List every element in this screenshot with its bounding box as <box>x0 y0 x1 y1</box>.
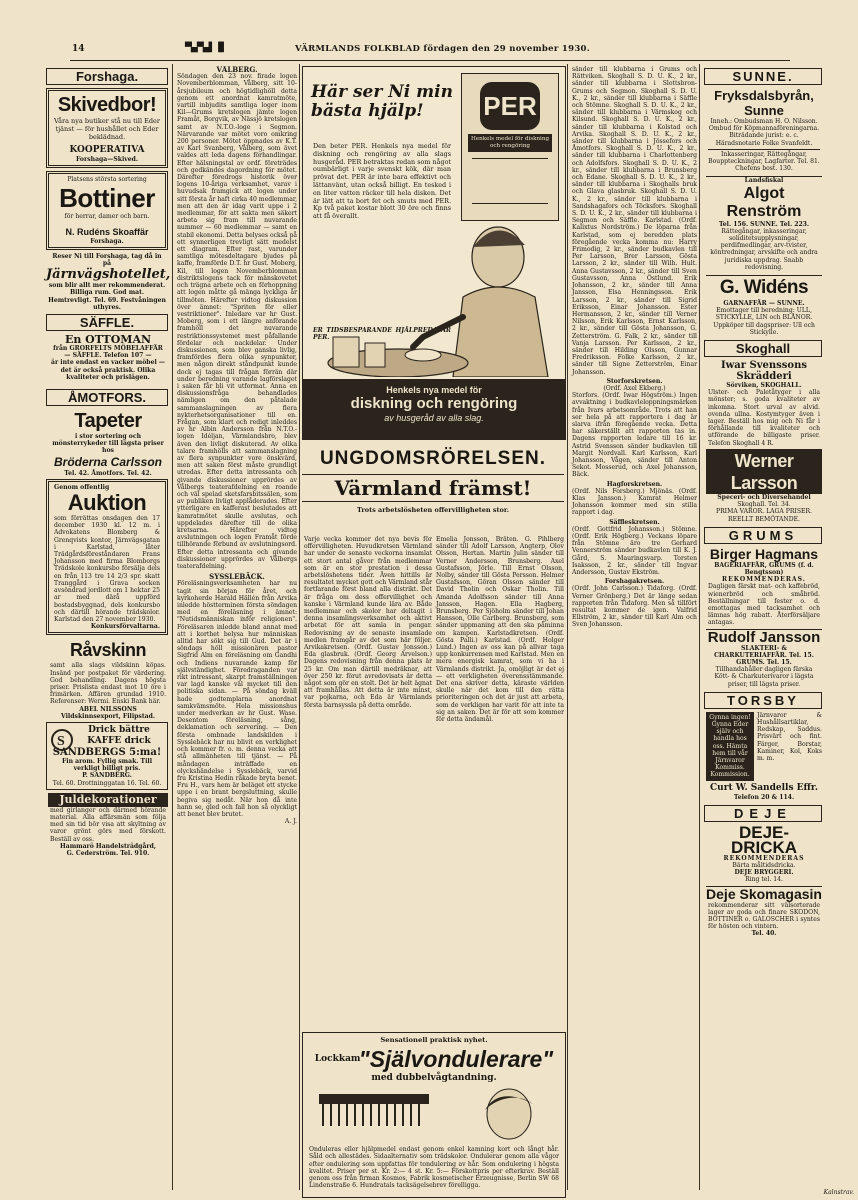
ad-headline: Auktion <box>67 490 147 516</box>
ad-headline: Birger Hagmans <box>709 545 819 562</box>
ads-column-right <box>702 66 826 1196</box>
ad-headline: Algot Renström <box>726 184 802 220</box>
ad-text: Emottager till beredning: ULL, STICKYLLE, LIN och BLÅNOR. Uppköper till dagspriser: Ull och Stickylle. <box>713 307 815 336</box>
ad-headline: Deje Skomagasin <box>706 885 822 902</box>
page-number: 14 <box>72 44 85 54</box>
ad-deje-dricka <box>706 822 822 884</box>
article-body: Storfors. (Ordf. Iwar Högström.) Ingen avvaktning i budkavleloppningsmärken från Ivars arbetsområde. Trots att han ser hela på att rapportera i dag är slarva ifrån föregående vecka. Detta har säkerställt att rapporten tas in. Dagens rapporten ledare till 16 kr. Astrid Svensson sänder budkavlen till Margit Nordvall. Karl Karlsson, Karl Johansson, Vågen, sänder till Anton Sekot. Mosserud, och Axel Johansson, Bäck. <box>572 392 697 479</box>
per-ad-footer <box>303 379 565 439</box>
ad-per <box>302 66 566 440</box>
ad-subline: Forshaga. <box>90 237 124 245</box>
ad-subline: Speceri- och Diversehandel <box>717 493 811 501</box>
ad-phone: Tel. 156. SUNNE. Tel. 223. <box>718 220 810 228</box>
footer-top: Henkels nya medel för <box>386 385 482 395</box>
ad-subline: GARNAFFÄR — SUNNE. <box>723 300 805 308</box>
article-heading: VÅLBERG. <box>216 66 258 74</box>
ad-signature: P. SANDBERG. <box>82 772 132 780</box>
ad-headline: Skivedbor! <box>57 94 157 116</box>
ad-text: är inte endast en vacker möbel — det är också praktisk. Olika kvaliteter och prislägen. <box>51 359 165 381</box>
ad-text: som blir allt mer rekommenderat. Billiga rum. God mat. Hemtrevligt. Tel. 69. Festvåningen uthyres. <box>48 282 166 311</box>
ad-juldekorationer <box>48 793 168 857</box>
section-sunne <box>704 68 822 85</box>
ad-pretext: Genom offentlig <box>54 483 110 491</box>
ad-curt-sandell <box>706 712 822 781</box>
article-kicker: UNGDOMSRÖRELSEN. <box>319 448 547 469</box>
ad-text: Bärta måltidsdricka. <box>732 861 796 869</box>
footer-big: diskning och rengöring <box>350 395 518 412</box>
article-header <box>302 448 564 514</box>
article-subheading: (Ordf. Axel Ekberg.) <box>603 384 666 392</box>
article-signature: A. J. <box>284 818 297 826</box>
ad-headline: Iwar Svenssons Skrädderi <box>720 360 807 383</box>
ad-brand: SANDBERGS 5:ma! <box>52 746 162 758</box>
ad-widens <box>706 275 822 336</box>
ad-brand: N. Rudéns Skoaffär <box>65 226 149 237</box>
ad-pretext: Platsens största sortering <box>67 176 147 184</box>
section-amotfors <box>46 389 168 406</box>
ad-text: rekommenderar sitt välsorterade lager av goda och finare SKODON, BOTTINER o. GALOSCHER i syntes för hösten och vintern. <box>708 901 820 931</box>
ad-headline: Rudolf Jansson <box>707 628 821 646</box>
ad-text: Fin arom. Fyllig smak. Till verkligt billigt pris. <box>61 757 153 773</box>
article-body <box>304 536 564 1026</box>
ad-slogan: ER TIDSBESPARANDE HJÄLPREDA ÄR PER. <box>313 327 451 342</box>
ad-text: som förrättas onsdagen den 17 december 1930 kl. 12 m. i Advokatens Blomberg & Grenqvists kontor, Järnvägsgatan i Karlstad, låter Trädgårdsföreståndaren Frans Johansson med firma Blomborgs Trädskole konkursbo försälja dels en från 113 tre 14 2/3 spr. skatt Tranggård i Grava socken avsöndrad jordlott om 1 hektar 25 ar med därå uppförd bostadsbyggnad, dels konkursbo och därtill hörande trädskolor. Karlstad den 27 november 1930. <box>54 515 161 623</box>
ad-subline: G. Cederström. Tel. 910. <box>66 849 150 857</box>
ad-title-row <box>303 1046 565 1073</box>
section-forshaga <box>46 68 168 85</box>
article-column-left: Varje vecka kommer det nya bevis för offervilligheten. Huvudkretsen Värmland har under de senaste veckorna insamlat ett stort antal gåvor från medlemmar som är en stor prestation i dessa arbetslöshetens tider. Även hittills är resultatet mycket gott och Värmland står fortfarande först bland alla distrikt. Det är fråga om dess offervillighet och kanske i Värmland kunde lära av. Både medlemmar och skolor har deltagit i denna insamlingsverksamhet och aktivt arbetat för att samla in pengar. Redovisning av de senaste insamlade medlen framgår av det som här följer. Arvikakretsen. (Ordf. Gustav Jonsson.) Eda glasbruk. (Ordf. Georg Arvelson.) Dagens redovisning från denna plats är 25 kr. Om man därtill medräknar, att över 250 kr. förut avredovisats är detta något som gör en stolt. Det är helt ägnat att framhållas. Att detta är inte minst, var pojkarna, och Eda är Värmlands första barnsyssla på detta område. <box>304 536 432 709</box>
section-title: ÅMOTFORS. <box>68 390 146 406</box>
ad-subline: Sörviken, SKOGHALL. <box>726 382 802 390</box>
ad-subline: Tel. 42. Åmotfors. Tel. 42. <box>64 469 152 477</box>
ad-text: Inkasseringar, Rättegångar, Bouppteckningar, Lagfarter. Tel. 81. Chefens bost. 130. <box>708 150 820 173</box>
section-deje <box>704 805 822 822</box>
ad-werner-larsson <box>706 449 822 523</box>
ad-phone: Telefon 20 & 114. <box>733 793 795 801</box>
article-heading: Storforskretsen. <box>606 377 663 385</box>
ad-headline: Juldekorationer <box>48 793 168 807</box>
ad-text: Ulster- och Paletåtyger i alla mönster; s. goda kvaliteter av inkomna. Stort urval av alvid. ovenda ullna. Kostymtyger även i lager. Beställ hos mig och Ni får i förhållande till kvaliteter och utförande de billigaste priser. Telefon Skoghall 4 R. <box>708 389 820 447</box>
ad-phone: Skoghall. Tel. 34. <box>737 501 791 509</box>
section-skoghall <box>704 340 822 357</box>
ad-subline: Tel. 60. Drottninggatan 16. Tel. 60. <box>52 779 162 787</box>
ad-headline: DEJE-DRICKA <box>730 822 798 857</box>
product-label: Henkels medel för diskning och rengöring <box>468 134 552 152</box>
ad-birger-hagman <box>706 547 822 627</box>
ad-headline: "Självondulerare" <box>358 1046 554 1073</box>
ad-pretext: Sensationell praktisk nyhet. <box>380 1036 488 1044</box>
ad-algot-renstrom <box>706 176 822 271</box>
ad-text: i stor sortering och mönsterrykeder till lägsta priser hos <box>52 433 164 455</box>
article-body: (Ordf. Gottfrid Johansson.) Stömne. (Ordf. Erik Högberg.) Veckans löpare från Stömne äro tre Gerhard Vennerström sänder budkavlen till K. J. Gård, S. Mauringsvarp. Torsten Isaksson, 2 kr., sänder till Ingvar Andersson, Gustav Ekström. <box>572 525 697 577</box>
footer-sub: av husgeråd av alla slag. <box>384 413 484 423</box>
svg-text:S: S <box>57 733 65 749</box>
per-logo: PER <box>480 82 540 130</box>
article-column-right: Emelia Jonsson, Bräten. G. Pihlberg sänder till Adolf Larsson, Angterp, Olov Olsson, Hertan. Martin Julin sänder till Verner Andersson, Brunsberg. Axel Gustafsson, Jörle. Till Ernst Olsson, Nolby, sänder till Gösta Persson. Helmer Gustafsson, Göran Olsson sänder till David Tholin och Oskar Tholin. Till Amanda Adolfsson sänder till Anna Jansson, Hagen. Ella Hagberg, Brunsberg. Per Sjöholm sänder till Johan Hansson, Olle Carlberg. Brunsberg, som sänder uppmaning att den ska påminna om kampen. Karlstadkretsen. (Ordf. Gösta Palli.) Karlstad. (Ordf. Holger Lund.) Ingen av oss kan på allvar taga upp konkurrensen med Karlstad. Men en mera energisk kamrat, som vi ha i Värmlands distrikt. Ja, omöjligt är det ej — ett verkligheten överensstämmande. Det ena skriver detta, käraste världen skulle när det kom till den rätta prioriteringen och det är just att arbeta, som de verkligen har varit för att inte ta sig an saken. Det är för att som kommer för detta ändamål. <box>436 536 564 724</box>
column-rule <box>699 64 700 1190</box>
news-column-2 <box>175 66 299 1196</box>
column-rule <box>172 64 173 1190</box>
ad-fryksdalsbyran <box>706 88 822 172</box>
ad-headline: G. Widéns <box>719 277 809 299</box>
corner-stamp: Kalnstrav. <box>823 1189 854 1196</box>
ad-brand: DEJE BRYGGERI. <box>734 869 794 877</box>
ad-text: Onduleras eller hjälpmedel endast genom enkel kamning kort och långt hår. Såld och allestädes. Sidaalternativ som trädskolor. Ondulerar genom alla vågor efter ondulering som uppfattas för tondulering av hår. Som ondulering i högsta kvalitet. Priser per st. Kr. 2:— 4 st. Kr. 5:— Förskottpris per efterkrav. Beställ genom oss från firman Kosmos, Fabrik kosmetischer Erzeugnisse, Berlin SW 68 Lindenstraße 6. Hundratals tacksägelsebrev förelligga. <box>309 1146 559 1190</box>
ad-lockkam <box>302 1032 566 1198</box>
article-heading: Hagforskretsen. <box>606 480 663 488</box>
ad-rudolf-jansson <box>706 629 822 688</box>
ad-subline: Forshaga—Skived. <box>75 156 139 163</box>
article-body: Söndagen den 23 nov. firade logen Novemberblomman, Vålberg, sitt 10-årsjubileum och högtidlighöll detta genom ett anordnat kamratmöte, vartill inbjudits samtliga loger inom Kil—Grums kretslogen jämte logen Framåt, Borgvik, av Nässjö kretslogen samt av N.T.O.-loge i Segmon. Närvarande var mötet voro omkring 200 personer. Mötet öppnades av K.T. av Karl Svanberg, Vålberg, som ävet valdes att leda dagens förhandlingar. Efter hälsningstal av ordf. företrädes och gedkändes dagordning för mötet. Därefter föredrogs historik över logens 10-åriga verksamhet, varav i huvudsak framgick att logen under sitt första år haft cirka 40 medlemmar, men att den är idag varit uppe i 2 medlemmar, för att sakta men säkert arbeta sig fram till nuvarande nummer — 60 medlemmar — samt en stabil ekonomi. Detta belyses också på ett synnerligen trevligt sätt medelst ett diagram. Efter rast, varunder samtliga mötesdeltagare bjudes på kaffe, framförde D.T. hr Gust. Moberg, Kil, till logen Novemberblomman distriktslogens tack för mänskovetet och trägna arbete och en förhoppning att logen måtte gå mänga lyckliga år tillmöten. Härefter vidtog diskussion över ämnet: "Spriten för eller vestriktioner". Inledare var hr Gust. Moberg, som i ett längre anförande framhöll det nuvarande restriktionssystemet mest påfallande fördelar och nackdelar. Under diskussionen, som blev ganska livlig, framfördes flera olika synpunkter, men någon direkt ståndpunkt kunde dock ej tagas till frågan förrän där under beredning varande lagförslaget i saken får bli vit utformat. Anna en diskussionsfråga behandlades nämligen om den påtalade sammanslagningen av flera nykterhetsorganisationer till en. Frågan, som klart och redigt inleddes av hr Albin Andersson från N.T.O.-logen Idéljan, Värmlandsbro, blev även den livligt diskuterad. Av olika talare framhölls att sammanslagning av flera synpunkter vore önskvärd, men att saken först måste grundligt utredas. Efter detta intressanta och givande diskussioner upprördes av Vålbergs teaterafdelning en roande och väl spelad sketsfarsbitssälen, som av publiken livligt applåderades. Efter ytterligare en kafferast beslutades att kamratmötet skulle avslutas, och uppdelades därefter till de olika kretsarna. Härefter vidtog avslutningen och logen Framåt förde tillhörande förbund av avslutningsord. Efter detta intressanta och givande diskussioner upprördes av Vålbergs teaterafdelning. <box>177 73 298 571</box>
ad-headline: Drick bättre KAFFE drick <box>87 724 151 746</box>
ad-phone: Ring tel. 14. <box>745 876 783 884</box>
ad-auktion <box>46 479 168 635</box>
ad-text: Den beter PER. Henkels nya medel för diskning och rengöring av alla slags husgeråd. PER betraktas redan som något oumbärligt i varje svenskt kök, där man prövat det. PER är inte bara effektivt och lättanvänt, utan också billigt. En tesked i en liter vatten räcker till hela disken. Det är lätt att ta bort fet och smuts med PER. Kp två paket kostar blott 30 öre och finns att få överallt. <box>313 142 451 221</box>
section-title: SÄFFLE. <box>79 315 135 331</box>
ad-headline: Järnvägshotellet, <box>46 267 171 283</box>
ad-iwar-svensson <box>706 360 822 447</box>
section-title: TORSBY <box>727 692 799 708</box>
ad-phone: Tel. 40. <box>751 930 777 938</box>
ad-brand: KOOPERATIVA <box>69 145 145 155</box>
ad-jarnvagshotellet <box>46 252 171 311</box>
ad-text: med girlanger och därmed hörande material. Alla affärsmän som följa med sin tid bör visa att skyltning av varor grönt görs med förskott. Beställ av oss. <box>50 806 166 843</box>
ad-recommend: REKOMMENDERAS. <box>722 576 806 584</box>
section-title: SUNNE. <box>732 69 794 84</box>
section-title: Skoghall <box>735 341 791 357</box>
ad-recommend: REKOMMENDERAS <box>723 854 805 862</box>
column-rule <box>299 64 300 1190</box>
article-heading: SYSSLEBÄCK. <box>209 572 265 582</box>
ad-tapeter <box>48 409 168 477</box>
ad-text: samt alla slags vildskinn köpas. Insänd per postpaket för värdering. God behandling. Dagens högsta priser. Prislista endast mot 10 öre i frimärken. Affären grundad 1910. Referenser: Wermi. Enski Bank här. <box>50 662 166 706</box>
ad-text: Tillhandahåller dagligen färska Kött- & Charkuterivaror i lägsta priser, till lägsta priser. <box>714 666 814 688</box>
article-heading: Säffleskretsen. <box>609 518 660 526</box>
section-title: Forshaga. <box>75 69 139 84</box>
ad-brand: Bröderna Carlsson <box>53 454 163 469</box>
ad-headline: Bottiner <box>59 183 155 214</box>
ad-headline: Fryksdalsbyrån, Sunne <box>714 88 814 118</box>
ad-skivedbor <box>46 88 168 168</box>
ad-ravskinn <box>48 638 168 720</box>
header-smudge: ▀▄▀▄▌▐▌ <box>185 43 227 53</box>
ad-ottoman <box>48 334 168 381</box>
ad-text: Rättegångar, inkasseringar, soliditetsupplysningar, perdifmedlingar, arv-tvister, köntredningar, arvskifte och andra juridiska uppdrag. Snabb redovisning. <box>710 227 818 271</box>
ad-headline: Tapeter <box>74 410 142 433</box>
article-headline: Värmland främst! <box>302 474 564 502</box>
ads-column-left <box>44 66 172 1196</box>
ad-pretext: Reser Ni till Forshaga, tag då in på <box>52 252 162 268</box>
ad-kicker: Lockkam <box>314 1054 361 1065</box>
coffee-logo-icon <box>51 727 73 753</box>
ad-sandbergs <box>46 722 168 790</box>
section-torsby <box>704 692 822 709</box>
ad-text: Våra nya butiker stå nu till Eder tjänst — för hushållet och Eder beklädnad. <box>54 117 160 141</box>
ad-text: för herrar, damer och barn. <box>64 213 150 221</box>
article-body: (Ordf. John Carlsson.) Tidaforg. (Ordf. Verner Grönberg.) Det är länge sedan rapporten från Tidaforg. Men så tillfört resultat kommer de igen. Valfrid Ellström, 2 kr., sänder till Karl Alm och Sven Johansson. <box>572 585 697 629</box>
woman-washing-dishes-illustration <box>303 187 565 377</box>
ad-bottiner <box>46 171 168 250</box>
ad-deje-skomagasin <box>706 886 822 938</box>
masthead-title: VÄRMLANDS FOLKBLAD fördagen den 29 november 1930. <box>295 44 591 54</box>
article-subhead: Trots arbetslösheten offervilligheten stor. <box>357 506 509 514</box>
column-rule <box>567 64 568 1190</box>
ad-subline: BAGERIAFFÄR, GRUMS (f. d. Bengtsson) <box>714 561 814 576</box>
article-body: (Ordf. Nils Forsberg.) Mjönäs. (Ordf. Klas Jansson.) Kamrat Helmer Johansson kommer med sin stilla rapport i dag. <box>572 487 697 517</box>
ad-headline: Här ser Ni min bästa hjälp! <box>311 82 453 121</box>
section-title: GRUMS <box>728 527 798 543</box>
ad-left-text: Gynna ingen! Gynna Eder själv och handla hos oss. Hämta hem till vår Järnvaror Kommiss. Kommission. <box>706 712 754 781</box>
article-body: sänder till klubbarna i Grums och Rättviken. Skoghall S. D. U. K., 2 kr., sänder till klubbarna i Slottsbron-Grums och Segmon. Skoghall S. D. U. K., 2 kr., sänder till klubbarna i Säffle och Stömne. Skoghall S. D. U. K., 2 kr., sänder till klubbarna i Värmskog och Kilsund. Skoghall S. D. U. K., 2 kr., sänder till klubbarna i Kolstad och Arvika. Skoghall S. D. U. K., 2 kr., sänder till klubbarna i Jössefors och Åmotfors. Skoghall S. D. U. K., 2 kr., sänder till klubbarna i Charlottenberg och Adolfsfors. Skoghall S. D. U. K., 2 kr., sänder till klubbarna i Brunsberg och Edane. Skoghall S. D. U. K., 2 kr., sänder till klubbarna i Skoghalls bruk och Glava glasbruk. Skoghall S. D. U. K., 2 kr., sänder till klubbarna i Sandshagafors och Töcksfors. Skoghall S. D. U. K., 2 kr., sänder till klubbarna i Segmon och Säffle. Karlstad. (Ordf. Kalixtus Nordström.) De löparna från Karlstad, som ej beredden plats föregående vecka komma nu: Harry Frimodig, 2 kr., sänder budkavlen till Per Larsson, Brer Larsson, Gösta Larsson, 2 kr., sänder till Wilh. Hult. Anna Gustavsson, 2 kr., sänder till Sven Gustavsson, Anna Östlund. Erik Johansson, 2 kr., sänder till Anna Jansson, Elsa Henningsson. Erik Larsson, 2 kr., sänder till Sigrid Eriksson, Einar Johansson. Ester Hermansson, 2 kr., sänder till Verner Nilsson, Erik Karlsson, Ernst Karlsson, 2 kr., sänder till Gösta Johansson, G. Zetterström. G. Falk, 2 kr., sänder till Vanja Larsson. Per Karlsson, 2 kr., sänder till Hilding Olsson, Gunnar Fredriksson. Folke Karlsson, 2 kr., sänder till Signe Zetterström, Einar Johansson. <box>572 66 697 376</box>
ad-subline: Inneh.: Ombudsman H. O. Nilsson. Ombud för Köpmannaföreningarna. Biträdande jurist: e. c. Häradsnotarie Folke Svanfeldt. <box>708 118 820 147</box>
ad-headline: Råvskinn <box>69 640 147 661</box>
section-grums <box>704 527 822 544</box>
ad-headline: En OTTOMAN <box>64 333 152 347</box>
ad-right-text: Järnvaror & Hushållsartiklar, Redskap, Saddus. Prisvärt och fint. Färger, Borstar, Kaminer, Kol, Koks m. m. <box>757 711 822 762</box>
ad-pretext: Landsfiskal <box>744 177 784 185</box>
ad-brand: Curt W. Sandells Effr. <box>710 782 818 793</box>
ad-subline: med dubbelvågtandning. <box>371 1073 497 1084</box>
article-heading: Forshagakretsen. <box>604 578 665 586</box>
section-title: DEJE <box>734 805 792 821</box>
article-body: Föreläsningsverksamheten har nu tagit sin början för året, och kyrkoherde Harald Hällén från Arvika inledde höstterminen första söndagen med en föreläsning i ämnet: "Nutidsmänniskan inför religionen". Föreläsaren inledde bland annat med att i korthet belysa hur människan alltid har sökt sig till Gud. Det är i söndags höll missionären pastor Sigfrid Alm en föreläsning om Gandhi och Indiens nuvarande kamp för självständighet. Föredraganden var rikt intressant, skarpt framställningen var lagd kanske väl mycket till den politiska sidan. — På söndag kväll hade godtemplarna anordnat samkvämsmöte. Hela missionshus under medverkan av hr Gust. Wase. Desentom föreläsning, sång, deklamation och servering. — Den första ombnade landskilden i Sysslebäck har nu blivit en verklighet och kommer fr. o. m. denna vecka att stå allmänheten till tjänst. — På måndagen inträffade en olyckshändelse i Sysslebäck, varvid fru Kristina Hedin råkade bryta benet. Fru H., vars hem är beläget ett stycke uppe i en brant bergsluttning, skulle begiva sig nedåt. När hon då inte hann se, gled och fall hon så olyckligt att benet blev brutet. <box>177 580 297 818</box>
news-column-4 <box>570 66 699 1196</box>
ad-headline: Werner Larsson <box>706 450 822 494</box>
ad-brand: Hammarö Handelsträdgård, <box>59 842 156 850</box>
ad-signature: Konkursförvaltarna. <box>90 623 160 631</box>
ad-subline: SLAKTERI- & CHARKUTERIAFFÄR. Tel. 15. GRUMS. Tel. 15. <box>714 644 814 666</box>
ad-subline: från GRORFELTS MÖBELAFFÄR — SÄFFLE. Telefon 107 — <box>53 345 163 360</box>
ad-text: PRIMA VAROR. LAGA PRISER. REELLT BEMÖTANDE. <box>715 508 812 523</box>
ad-text: Dagligen färskt mat- och kaffebröd, wienerbröd och småbröd. Beställningar till fester o. d. emottagas med tacksamhet och lämnas hög rabatt. Återförsäljare antagas. <box>708 583 820 627</box>
section-saffle <box>46 314 168 331</box>
comb-and-face-illustration <box>309 1086 559 1140</box>
ad-signature: ABEL NILSSONS Vildskinnsexport, Filipstad. <box>61 705 155 720</box>
page-header <box>70 40 790 61</box>
